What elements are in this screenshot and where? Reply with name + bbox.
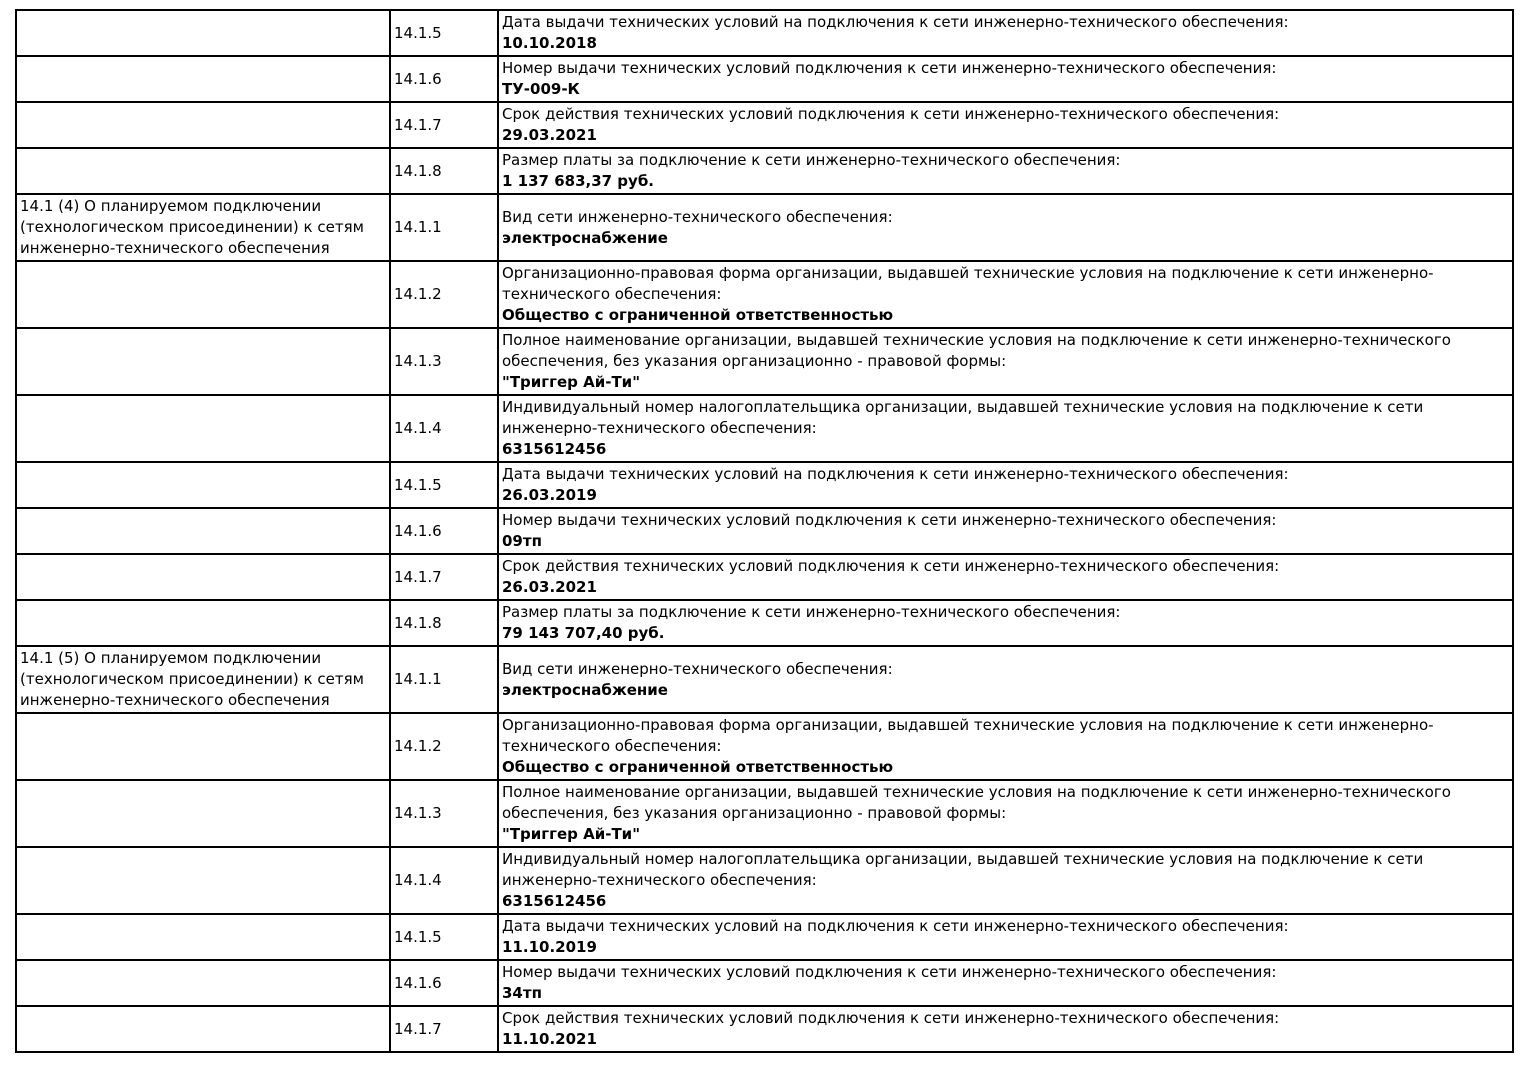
field-label: Дата выдачи технических условий на подключения к сети инженерно-технического обеспечения: [502,13,1289,31]
table-row [16,56,1513,102]
item-number-cell [390,600,498,646]
item-number-cell [390,328,498,395]
content-cell [498,148,1513,194]
field-label: Срок действия технических условий подключения к сети инженерно-технического обеспечения: [502,557,1280,575]
item-number: 14.1.7 [394,115,442,134]
content-cell [498,960,1513,1006]
field-value: 6315612456 [502,440,607,458]
field-value: электроснабжение [502,680,668,699]
section-cell [16,328,390,395]
field-label: Размер платы за подключение к сети инженерно-технического обеспечения: [502,603,1121,621]
field-label: Полное наименование организации, выдавшей технические условия на подключение к сети инженерно-технического обеспечения, без указания организационно - правовой формы: [502,783,1451,822]
table-row [16,261,1513,328]
field-label: Срок действия технических условий подключения к сети инженерно-технического обеспечения: [502,105,1280,123]
item-number: 14.1.6 [394,973,442,992]
item-number-cell [390,462,498,508]
content-cell [498,10,1513,56]
field-value: ТУ-009-К [502,80,580,98]
item-number-cell [390,780,498,847]
field-value: 79 143 707,40 руб. [502,624,665,642]
content-cell [498,914,1513,960]
section-cell [16,914,390,960]
field-value: 26.03.2021 [502,578,597,596]
content-cell [498,646,1513,713]
content-cell [498,1006,1513,1052]
table-row [16,960,1513,1006]
field-value: Общество с ограниченной ответственностью [502,306,894,324]
field-value: 1 137 683,37 руб. [502,172,654,190]
content-cell [498,508,1513,554]
section-cell [16,102,390,148]
table-row [16,508,1513,554]
content-cell [498,713,1513,780]
field-label: Индивидуальный номер налогоплательщика организации, выдавшей технические условия на подключение к сети инженерно-технического обеспечения: [502,850,1424,889]
table-row [16,646,1513,713]
content-cell [498,102,1513,148]
field-value: 34тп [502,984,542,1002]
field-label: Номер выдачи технических условий подключения к сети инженерно-технического обеспечения: [502,511,1277,529]
field-value: "Триггер Ай-Ти" [502,373,641,391]
field-label: Вид сети инженерно-технического обеспечения: [502,207,893,226]
field-label: Дата выдачи технических условий на подключения к сети инженерно-технического обеспечения: [502,917,1289,935]
field-label: Полное наименование организации, выдавшей технические условия на подключение к сети инженерно-технического обеспечения, без указания организационно - правовой формы: [502,331,1451,370]
section-cell [16,10,390,56]
field-label: Организационно-правовая форма организации, выдавшей технические условия на подключение к сети инженерно-технического обеспечения: [502,716,1434,755]
section-label: 14.1 (4) О планируемом подключении (технологическом присоединении) к сетям инженерно-технического обеспечения [20,197,364,257]
section-cell [16,148,390,194]
field-value: Общество с ограниченной ответственностью [502,758,894,776]
section-label: 14.1 (5) О планируемом подключении (технологическом присоединении) к сетям инженерно-технического обеспечения [20,649,364,709]
project-declaration-table [15,9,1514,1053]
table-row [16,148,1513,194]
field-value: "Триггер Ай-Ти" [502,825,641,843]
item-number-cell [390,847,498,914]
item-number: 14.1.4 [394,419,442,437]
table-row [16,554,1513,600]
table-row [16,10,1513,56]
table-row [16,713,1513,780]
item-number: 14.1.2 [394,737,442,755]
item-number: 14.1.1 [394,670,442,688]
item-number-cell [390,713,498,780]
section-cell [16,194,390,261]
item-number-cell [390,914,498,960]
item-number-cell [390,148,498,194]
table-row [16,395,1513,462]
table-row [16,780,1513,847]
item-number: 14.1.4 [394,871,442,889]
section-cell [16,713,390,780]
field-value: электроснабжение [502,228,668,247]
section-cell [16,960,390,1006]
table-row [16,462,1513,508]
content-cell [498,328,1513,395]
item-number: 14.1.5 [394,475,442,494]
item-number: 14.1.5 [394,927,442,946]
item-number: 14.1.6 [394,521,442,540]
section-cell [16,600,390,646]
field-label: Индивидуальный номер налогоплательщика организации, выдавшей технические условия на подключение к сети инженерно-технического обеспечения: [502,398,1424,437]
field-value: 11.10.2019 [502,938,597,956]
item-number-cell [390,508,498,554]
section-cell [16,462,390,508]
field-value: 29.03.2021 [502,126,597,144]
section-cell [16,261,390,328]
table-row [16,1006,1513,1052]
content-cell [498,56,1513,102]
field-value: 09тп [502,532,542,550]
item-number-cell [390,1006,498,1052]
field-label: Размер платы за подключение к сети инженерно-технического обеспечения: [502,151,1121,169]
section-cell [16,780,390,847]
item-number-cell [390,56,498,102]
item-number: 14.1.5 [394,23,442,42]
item-number-cell [390,261,498,328]
item-number-cell [390,395,498,462]
item-number-cell [390,10,498,56]
section-cell [16,395,390,462]
content-cell [498,462,1513,508]
item-number: 14.1.3 [394,804,442,822]
item-number: 14.1.8 [394,613,442,632]
field-label: Организационно-правовая форма организации, выдавшей технические условия на подключение к сети инженерно-технического обеспечения: [502,264,1434,303]
table-row [16,102,1513,148]
section-cell [16,847,390,914]
section-cell [16,554,390,600]
section-cell [16,56,390,102]
item-number-cell [390,194,498,261]
content-cell [498,847,1513,914]
item-number-cell [390,102,498,148]
table-body [16,10,1513,1052]
table-row [16,328,1513,395]
field-value: 10.10.2018 [502,34,597,52]
table-row [16,847,1513,914]
field-label: Номер выдачи технических условий подключения к сети инженерно-технического обеспечения: [502,59,1277,77]
item-number: 14.1.6 [394,69,442,88]
field-label: Номер выдачи технических условий подключения к сети инженерно-технического обеспечения: [502,963,1277,981]
field-value: 6315612456 [502,892,607,910]
document-page [15,9,1514,1053]
field-label: Вид сети инженерно-технического обеспечения: [502,659,893,678]
content-cell [498,395,1513,462]
item-number-cell [390,646,498,713]
table-row [16,914,1513,960]
table-row [16,194,1513,261]
field-label: Дата выдачи технических условий на подключения к сети инженерно-технического обеспечения: [502,465,1289,483]
item-number: 14.1.8 [394,161,442,180]
content-cell [498,261,1513,328]
item-number: 14.1.7 [394,1019,442,1038]
section-cell [16,646,390,713]
item-number-cell [390,960,498,1006]
item-number: 14.1.2 [394,285,442,303]
item-number: 14.1.1 [394,218,442,236]
item-number-cell [390,554,498,600]
section-cell [16,508,390,554]
table-row [16,600,1513,646]
field-value: 26.03.2019 [502,486,597,504]
item-number: 14.1.7 [394,567,442,586]
content-cell [498,600,1513,646]
content-cell [498,780,1513,847]
section-cell [16,1006,390,1052]
content-cell [498,194,1513,261]
content-cell [498,554,1513,600]
field-label: Срок действия технических условий подключения к сети инженерно-технического обеспечения: [502,1009,1280,1027]
item-number: 14.1.3 [394,352,442,370]
field-value: 11.10.2021 [502,1030,597,1048]
